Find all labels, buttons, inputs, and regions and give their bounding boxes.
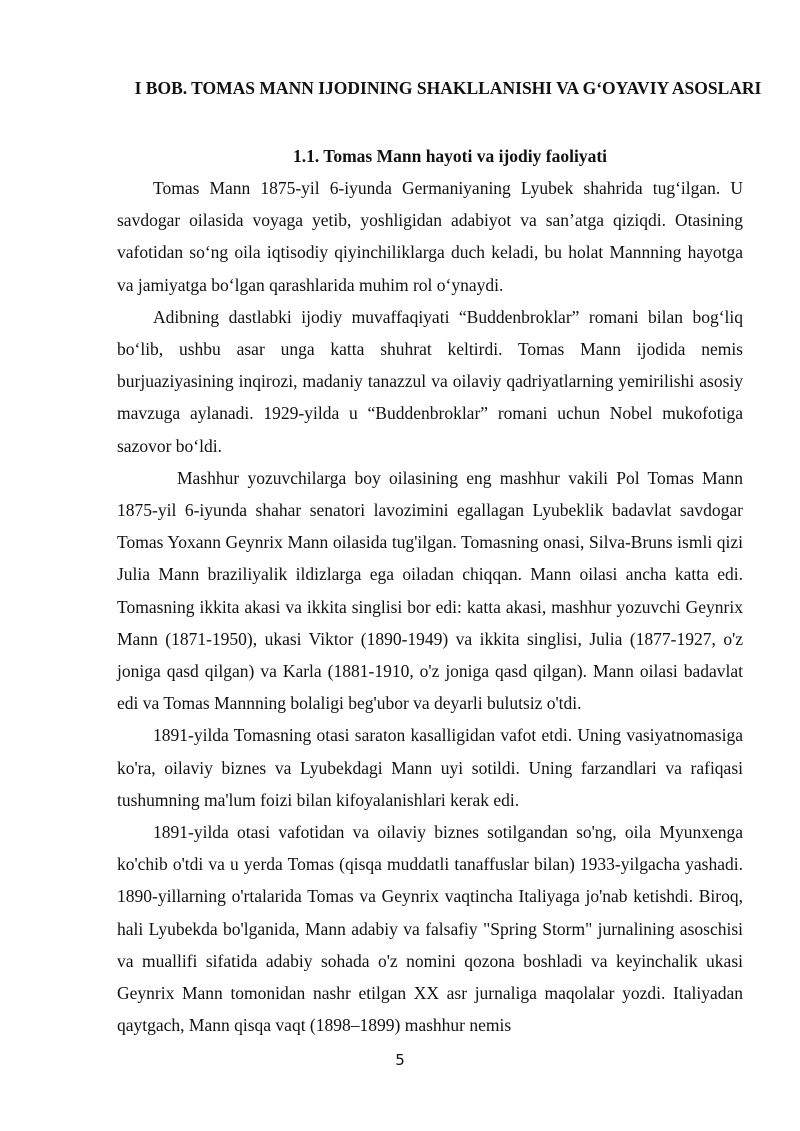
paragraph: Mashhur yozuvchilarga boy oilasining eng mashhur vakili Pol Tomas Mann 1875-yil 6-iyunda shahar senatori lavozimini egallagan Lyubeklik badavlat savdogar Tomas Yoxann Geynrix Mann oilasida tug'ilgan. Tomasning onasi, Silva-Bruns ismli qizi Julia Mann braziliyalik ildizlarga ega oiladan chiqqan. Mann oilasi ancha katta edi. Tomasning ikkita akasi va ikkita singlisi bor edi: katta akasi, mashhur yozuvchi Geynrix Mann (1871-1950), ukasi Viktor (1890-1949) va ikkita singlisi, Julia (1877-1927, o'z joniga qasd qilgan) va Karla (1881-1910, o'z joniga qasd qilgan). Mann oilasi badavlat edi va Tomas Mannning bolaligi beg'ubor va deyarli bulutsiz o'tdi. bbox=[117, 467, 743, 714]
body-text bbox=[117, 172, 743, 1041]
chapter-heading: I BOB. TOMAS MANN IJODINING SHAKLLANISHI VA G‘OYAVIY ASOSLARI bbox=[134, 78, 762, 98]
paragraph: Tomas Mann 1875-yil 6-iyunda Germaniyaning Lyubek shahrida tug‘ilgan. U savdogar oilasida voyaga yetib, yoshligidan adabiyot va san’atga qiziqdi. Otasining vafotidan so‘ng oila iqtisodiy qiyinchiliklarga duch keladi, bu holat Mannning hayotga va jamiyatga bo‘lgan qarashlarida muhim rol o‘ynaydi. bbox=[117, 178, 743, 295]
paragraph: 1891-yilda otasi vafotidan va oilaviy biznes sotilgandan so'ng, oila Myunxenga ko'chib o'tdi va u yerda Tomas (qisqa muddatli tanaffuslar bilan) 1933-yilgacha yashadi. 1890-yillarning o'rtalarida Tomas va Geynrix vaqtincha Italiyaga jo'nab ketishdi. Biroq, hali Lyubekda bo'lganida, Mann adabiy va falsafiy "Spring Storm" jurnalining asoschisi va muallifi sifatida adabiy sohada o'z nomini qozona boshladi va keyinchalik ukasi Geynrix Mann tomonidan nashr etilgan XX asr jurnaliga maqolalar yozdi. Italiyadan qaytgach, Mann qisqa vaqt (1898–1899) mashhur nemis bbox=[117, 822, 743, 1036]
section-heading: 1.1. Tomas Mann hayoti va ijodiy faoliyati bbox=[292, 146, 608, 166]
page-number: 5 bbox=[395, 1051, 405, 1069]
paragraph: Adibning dastlabki ijodiy muvaffaqiyati “Buddenbroklar” romani bilan bog‘liq bo‘lib, ushbu asar unga katta shuhrat keltirdi. Tomas Mann ijodida nemis burjuaziyasining inqirozi, madaniy tanazzul va oilaviy qadriyatlarning yemirilishi asosiy mavzuga aylanadi. 1929-yilda u “Buddenbroklar” romani uchun Nobel mukofotiga sazovor bo‘ldi. bbox=[117, 306, 743, 456]
paragraph: 1891-yilda Tomasning otasi saraton kasalligidan vafot etdi. Uning vasiyatnomasiga ko'ra, oilaviy biznes va Lyubekdagi Mann uyi sotildi. Uning farzandlari va rafiqasi tushumning ma'lum foizi bilan kifoyalanishlari kerak edi. bbox=[117, 725, 743, 810]
